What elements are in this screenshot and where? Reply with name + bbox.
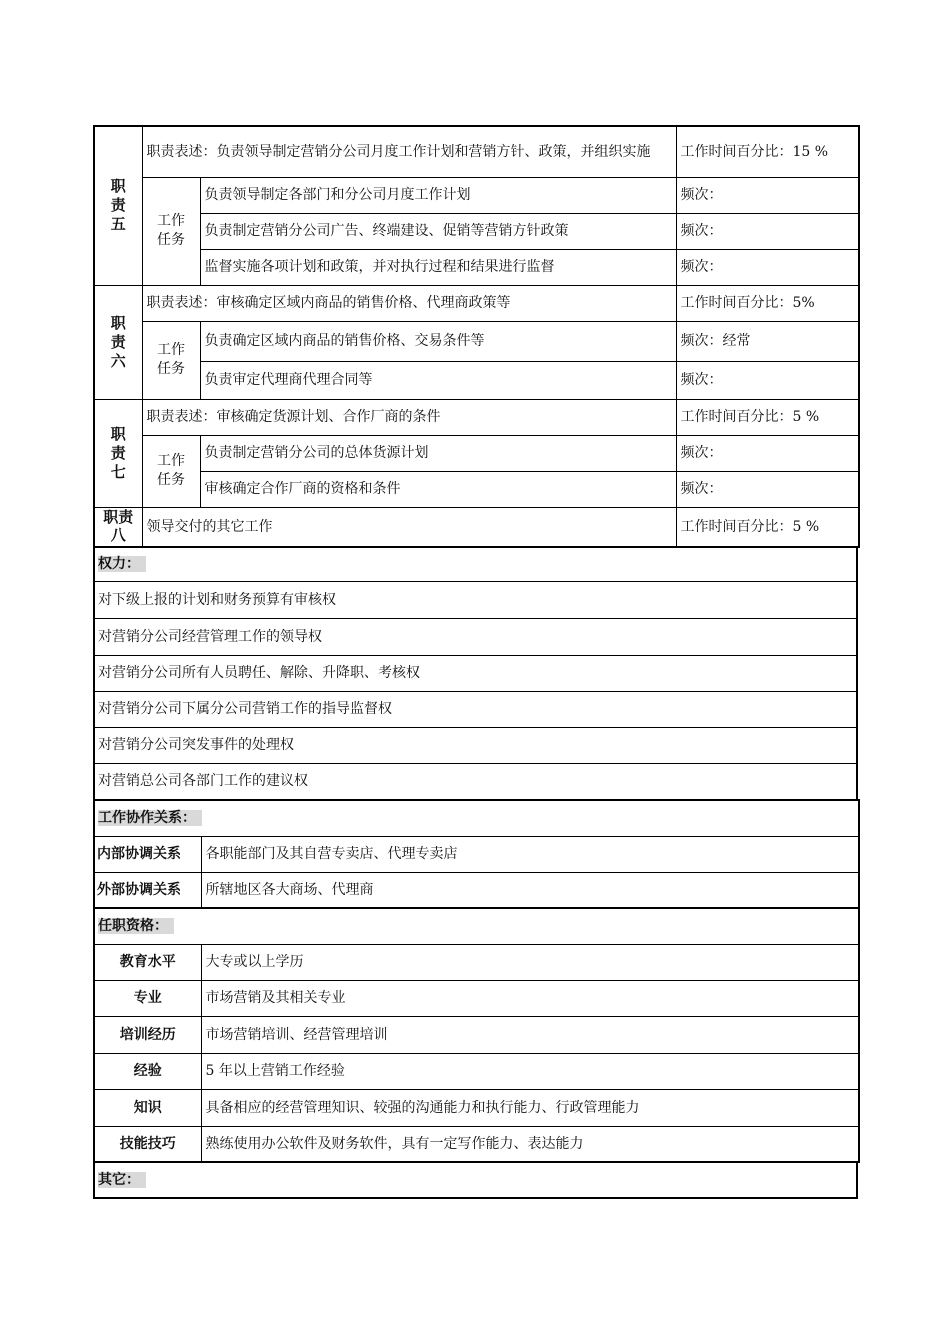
duty-6-desc-row [94,285,859,321]
power-item [94,691,857,727]
duty-5-task-1-frequency: 频次： [676,177,859,213]
power-section-title: 权力： [94,547,857,581]
major-label: 专业 [94,980,201,1016]
duty-7-label: 职责七 [94,399,142,507]
power-item [94,727,857,763]
duty-7-task-1: 负责制定营销分公司的总体货源计划 [200,435,676,471]
education-value: 大专或以上学历 [201,944,859,980]
cooperation-section-title: 工作协作关系： [94,800,859,836]
power-item-4: 对营销分公司下属分公司营销工作的指导监督权 [94,691,857,727]
duty-5-task-2-frequency: 频次： [676,213,859,249]
power-item-1: 对下级上报的计划和财务预算有审核权 [94,581,857,618]
duty-6-task-label: 工作任务 [142,321,200,399]
other-table [93,1161,858,1199]
power-table [93,546,858,801]
cooperation-header-row [94,800,859,836]
experience-label: 经验 [94,1053,201,1089]
duty-8-time-percent: 工作时间百分比：5 % [676,507,859,547]
training-label: 培训经历 [94,1016,201,1053]
qualification-section-title: 任职资格： [94,908,859,944]
qualification-row [94,1126,859,1162]
duty-6-label: 职责六 [94,285,142,399]
duty-5-label: 职责五 [94,126,142,285]
duty-7-task-2: 审核确定合作厂商的资格和条件 [200,471,676,507]
job-description-document [93,125,858,1199]
qualification-row [94,1089,859,1126]
duty-6-task-1: 负责确定区域内商品的销售价格、交易条件等 [200,321,676,361]
duty-5-task-2: 负责制定营销分公司广告、终端建设、促销等营销方针政策 [200,213,676,249]
qualification-row [94,1053,859,1089]
duties-table [93,125,860,548]
duty-5-task-3-frequency: 频次： [676,249,859,285]
other-section-title: 其它： [94,1162,857,1198]
qualification-row [94,1016,859,1053]
power-item [94,618,857,655]
power-item-3: 对营销分公司所有人员聘任、解除、升降职、考核权 [94,655,857,691]
duty-8-row [94,507,859,547]
qualification-header-row [94,908,859,944]
internal-relation-label: 内部协调关系 [94,836,201,872]
knowledge-label: 知识 [94,1089,201,1126]
duty-8-label: 职责八 [94,507,142,547]
duty-7-task-label: 工作任务 [142,435,200,507]
duty-6-description: 职责表述：审核确定区域内商品的销售价格、代理商政策等 [142,285,676,321]
duty-5-description: 职责表述：负责领导制定营销分公司月度工作计划和营销方针、政策，并组织实施 [142,126,676,177]
training-value: 市场营销培训、经营管理培训 [201,1016,859,1053]
duty-8-description: 领导交付的其它工作 [142,507,676,547]
duty-5-desc-row [94,126,859,177]
duty-5-task-label: 工作任务 [142,177,200,285]
experience-value: 5 年以上营销工作经验 [201,1053,859,1089]
external-relation-label: 外部协调关系 [94,872,201,908]
qualification-table [93,907,860,1163]
knowledge-value: 具备相应的经营管理知识、较强的沟通能力和执行能力、行政管理能力 [201,1089,859,1126]
power-item-6: 对营销总公司各部门工作的建议权 [94,763,857,800]
duty-5-task-1: 负责领导制定各部门和分公司月度工作计划 [200,177,676,213]
qualification-row [94,944,859,980]
duty-6-time-percent: 工作时间百分比：5% [676,285,859,321]
duty-6-task-2: 负责审定代理商代理合同等 [200,361,676,399]
duty-5-time-percent: 工作时间百分比：15 % [676,126,859,177]
duty-7-task-row [94,435,859,471]
duty-5-task-row [94,249,859,285]
duty-7-time-percent: 工作时间百分比：5 % [676,399,859,435]
power-item [94,763,857,800]
external-relation-value: 所辖地区各大商场、代理商 [201,872,859,908]
power-item-5: 对营销分公司突发事件的处理权 [94,727,857,763]
duty-7-task-row [94,471,859,507]
power-item [94,581,857,618]
duty-7-task-2-frequency: 频次： [676,471,859,507]
duty-5-task-row [94,177,859,213]
cooperation-row [94,872,859,908]
duty-7-task-1-frequency: 频次： [676,435,859,471]
power-item-2: 对营销分公司经营管理工作的领导权 [94,618,857,655]
internal-relation-value: 各职能部门及其自营专卖店、代理专卖店 [201,836,859,872]
other-header-row [94,1162,857,1198]
education-label: 教育水平 [94,944,201,980]
duty-5-task-3: 监督实施各项计划和政策，并对执行过程和结果进行监督 [200,249,676,285]
duty-6-task-row [94,321,859,361]
major-value: 市场营销及其相关专业 [201,980,859,1016]
skills-label: 技能技巧 [94,1126,201,1162]
duty-5-task-row [94,213,859,249]
duty-6-task-1-frequency: 频次：经常 [676,321,859,361]
duty-7-description: 职责表述：审核确定货源计划、合作厂商的条件 [142,399,676,435]
duty-6-task-2-frequency: 频次： [676,361,859,399]
duty-6-task-row [94,361,859,399]
qualification-row [94,980,859,1016]
power-item [94,655,857,691]
cooperation-row [94,836,859,872]
power-header-row [94,547,857,581]
skills-value: 熟练使用办公软件及财务软件，具有一定写作能力、表达能力 [201,1126,859,1162]
cooperation-table [93,799,860,909]
duty-7-desc-row [94,399,859,435]
